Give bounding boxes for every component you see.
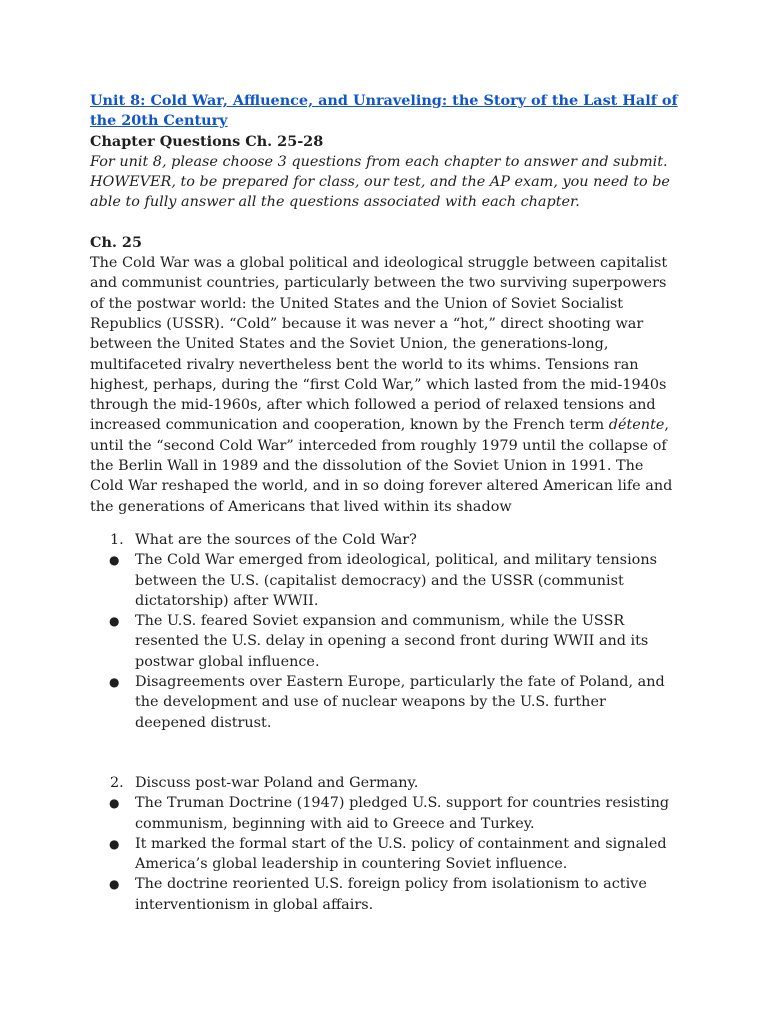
answer-text: The Truman Doctrine (1947) pledged U.S. support for countries resisting communism, beginning with aid to Greece and Turkey. <box>135 795 670 832</box>
question-number: 2. <box>110 774 124 791</box>
instructions-text: For unit 8, please choose 3 questions from each chapter to answer and submit. HOWEVER, to be prepared for class, our test, and the AP exam, you need to be able to fully answer all the questions associated with each chapter. <box>90 153 670 211</box>
answer-bullet <box>90 611 680 672</box>
chapter-heading: Ch. 25 <box>90 233 142 251</box>
answer-text: It marked the formal start of the U.S. policy of containment and signaled America’s global leadership in countering Soviet influence. <box>135 835 667 873</box>
answer-bullet <box>90 793 680 834</box>
intro-text-part2: , until the “second Cold War” interceded from roughly 1979 until the collapse of the Berlin Wall in 1989 and the dissolution of the Soviet Union in 1991. The Cold War reshaped the world, and in so doing forever altered American life and the generations of Americans that lived within its shadow <box>90 417 673 515</box>
unit-title-link[interactable]: Unit 8: Cold War, Affluence, and Unraveling: the Story of the Last Half of the 20th Century <box>90 92 678 130</box>
answer-bullet <box>90 874 680 915</box>
answer-bullet <box>90 672 680 733</box>
question-1 <box>90 530 680 550</box>
spacer <box>90 733 680 773</box>
answer-text: The U.S. feared Soviet expansion and communism, while the USSR resented the U.S. delay in opening a second front during WWII and its postwar global influence. <box>135 613 649 670</box>
answer-text: Disagreements over Eastern Europe, particularly the fate of Poland, and the development and use of nuclear weapons by the U.S. further deepened distrust. <box>135 674 665 731</box>
bullet-icon: ● <box>109 675 120 690</box>
bullet-icon: ● <box>109 796 120 811</box>
question-2 <box>90 773 680 793</box>
spacer <box>90 213 680 233</box>
intro-italic-term: détente <box>608 417 665 434</box>
question-text: Discuss post-war Poland and Germany. <box>135 774 419 791</box>
answer-text: The Cold War emerged from ideological, political, and military tensions between the U.S. (capitalist democracy) and the USSR (communist dictatorship) after WWII. <box>135 552 657 609</box>
bullet-icon: ● <box>109 614 120 629</box>
bullet-icon: ● <box>109 553 120 568</box>
chapter-intro-paragraph <box>90 253 680 517</box>
question-text: What are the sources of the Cold War? <box>135 531 417 548</box>
intro-text-part1: The Cold War was a global political and ideological struggle between capitalist and communist countries, particularly between the two surviving superpowers of the postwar world: the United States and the Union of Soviet Socialist Republics (USSR). “Cold” because it was never a “hot,” direct shooting war between the United States and the Soviet Union, the generations-long, multifaceted rivalry nevertheless bent the world to its whims. Tensions ran highest, perhaps, during the “first Cold War,” which lasted from the mid-1940s through the mid-1960s, after which followed a period of relaxed tensions and increased communication and cooperation, known by the French term <box>90 255 668 434</box>
answer-bullet <box>90 550 680 611</box>
question-number: 1. <box>110 531 124 548</box>
chapter-questions-heading: Chapter Questions Ch. 25-28 <box>90 132 324 150</box>
answer-text: The doctrine reoriented U.S. foreign policy from isolationism to active interventionism in global affairs. <box>135 876 647 913</box>
bullet-icon: ● <box>109 836 120 851</box>
answer-bullet <box>90 834 680 875</box>
spacer <box>90 517 680 530</box>
bullet-icon: ● <box>109 877 120 892</box>
document-body <box>90 91 680 915</box>
